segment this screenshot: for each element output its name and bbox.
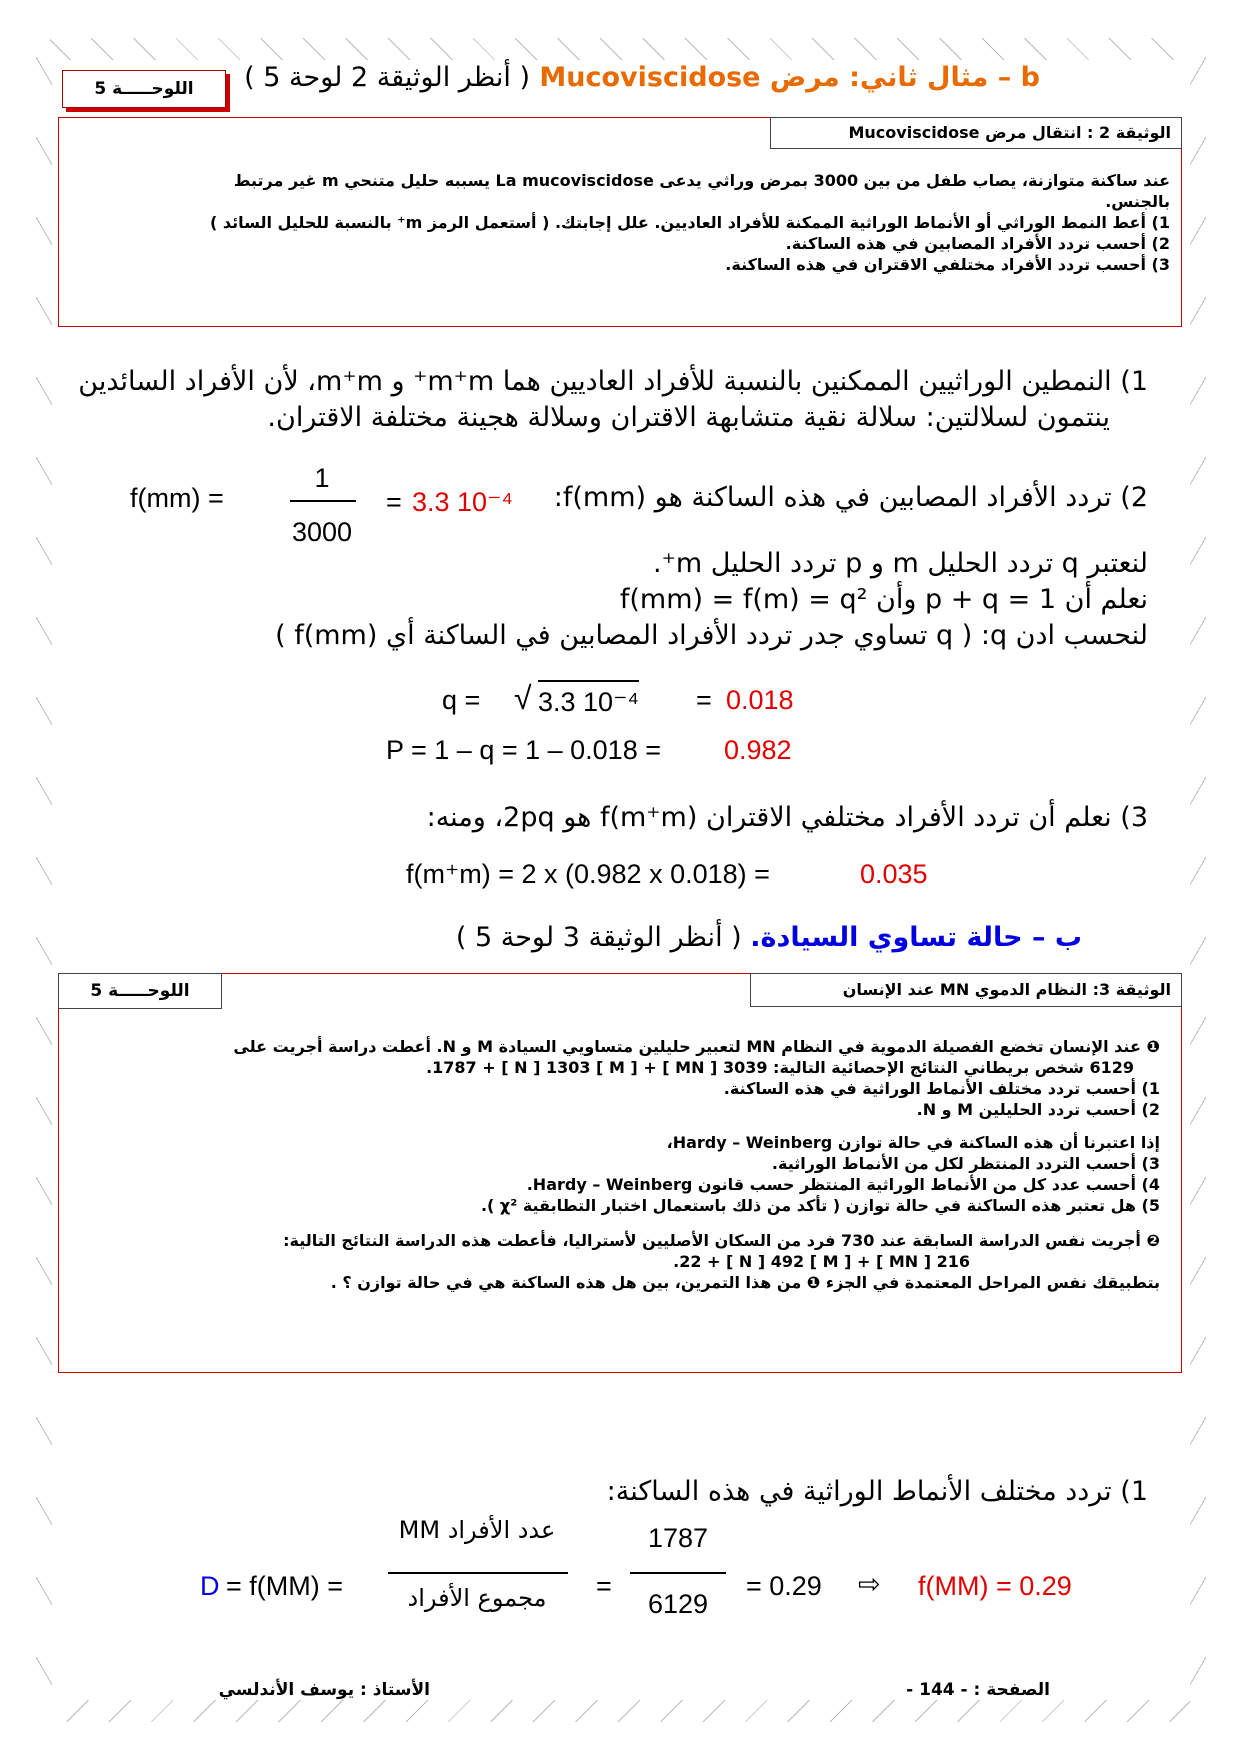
page-frame-left (36, 50, 52, 1710)
fmm-result: f(MM) = 0.29 (918, 1571, 1072, 1601)
section-b-heading: ب – حالة تساوي السيادة. (750, 922, 1082, 953)
numeric-denominator: 6129 (647, 1589, 709, 1619)
answer-2-line-5: لنحسب ادن q: ( q تساوي جدر تردد الأفراد المصابين في الساكنة أي f(mm) ) (275, 620, 1148, 651)
author: الأستاذ : يوسف الأندلسي (218, 1680, 430, 1700)
plate-label: اللوحـــــة 5 (62, 70, 226, 108)
dominance-label: D (200, 1571, 220, 1601)
sqrt-sign-icon: √ (514, 680, 532, 716)
section-title-text: b – مثال ثاني: مرض Mucoviscidose (539, 62, 1040, 93)
fraction-lhs: f(mm) = (130, 483, 224, 513)
count-fraction-numerator: عدد الأفراد MM (398, 1516, 556, 1544)
affected-frequency-result: 3.3 10⁻⁴ (412, 487, 513, 517)
answer-1-line-2: ينتمون لسلالتين: سلالة نقية متشابهة الاقتران وسلالة هجينة مختلفة الاقتران. (267, 402, 1110, 433)
document-2-text (90, 170, 1170, 275)
fraction-numerator: 1 (314, 463, 330, 493)
heterozygote-value: 0.035 (860, 859, 928, 889)
doc3-p2-line-1: ❷ أجريت نفس الدراسة السابقة عند 730 فرد من السكان الأصليين لأستراليا، فأعطت هذه الدراسة النتائج التالية: (283, 1231, 1160, 1250)
doc3-p1-line-1: ❶ عند الإنسان تخضع الفصيلة الدموية في النظام MN لتعبير حليلين متساويي السيادة M و N. أعطت دراسة أجريت على (233, 1037, 1160, 1056)
fmm-lhs: = f(MM) = (226, 1571, 344, 1601)
answer-2-text: 2) تردد الأفراد المصابين في هذه الساكنة هو f(mm): (553, 482, 1148, 513)
section-b-ref: ( أنظر الوثيقة 3 لوحة 5 ) (455, 922, 742, 953)
answer-1-line-1: 1) النمطين الوراثيين الممكنين بالنسبة للأفراد العاديين هما m⁺m⁺ و m⁺m، لأن الأفراد السائدين (78, 366, 1148, 397)
count-fraction-denominator: مجموع الأفراد (407, 1584, 547, 1612)
page-frame-bottom (50, 1700, 1190, 1722)
heterozygote-expression: f(m⁺m) = 2 x (0.982 x 0.018) = (406, 859, 770, 889)
q-value: 0.018 (726, 685, 794, 715)
p-expression: P = 1 – q = 1 – 0.018 = (386, 735, 661, 765)
page-frame-top (50, 38, 1190, 60)
page-frame-right (1190, 50, 1206, 1710)
doc2-question-1: 1) أعط النمط الوراثي أو الأنماط الوراثية الممكنة للأفراد العاديين. علل إجابتك. ( أستعمل الرمز m⁺ بالنسبة للحليل السائد ) (210, 213, 1170, 232)
section-title (244, 62, 1040, 102)
doc3-question-3: 3) أحسب التردد المنتظر لكل من الأنماط الوراثية. (771, 1154, 1160, 1173)
count-fraction-equals: = (596, 1571, 612, 1601)
doc3-question-2: 2) أحسب تردد الحليلين M و N. (916, 1100, 1160, 1119)
doc2-question-3: 3) أحسب تردد الأفراد مختلفي الاقتران في هذه الساكنة. (725, 255, 1170, 274)
numeric-fraction-bar (630, 1572, 726, 1574)
doc3-question-5: 5) هل تعتبر هذه الساكنة في حالة توازن ( تأكد من ذلك باستعمال اختبار التطابقية χ² ). (480, 1196, 1160, 1215)
page-number: الصفحة : - 144 - (906, 1680, 1050, 1700)
numeric-result: = 0.29 (746, 1571, 822, 1601)
doc2-intro-2: بالجنس. (1105, 192, 1170, 211)
q-equals: = (696, 685, 712, 715)
doc2-intro-1: عند ساكنة متوازنة، يصاب طفل من بين 3000 بمرض وراثي يدعى La mucoviscidose يسببه حليل متنحي m غير مرتبط (233, 171, 1170, 190)
doc3-question-4: 4) أحسب عدد كل من الأنماط الوراثية المنتظر حسب قانون Hardy – Weinberg. (526, 1175, 1160, 1194)
doc3-p2-line-2: 216 [ MN ] + [ M ] 22 + [ N ] 492. (673, 1252, 970, 1271)
doc3-question-1: 1) أحسب تردد مختلف الأنماط الوراثية في هذه الساكنة. (723, 1079, 1160, 1098)
implies-arrow-icon: ⇨ (858, 1569, 881, 1599)
bullet-2-icon: ❷ (1140, 1231, 1160, 1250)
answer-b-line-1: 1) تردد مختلف الأنماط الوراثية في هذه الساكنة: (606, 1476, 1148, 1507)
count-fraction-bar (388, 1572, 568, 1574)
document-3-title: الوثيقة 3: النظام الدموي MN عند الإنسان (750, 973, 1182, 1007)
doc3-p2-line-3: بتطبيقك نفس المراحل المعتمدة في الجزء ❶ من هذا التمرين، بين هل هذه الساكنة هي في حالة توازن ؟ . (330, 1273, 1160, 1292)
doc3-hardy-weinberg-note: إذا اعتبرنا أن هذه الساكنة في حالة توازن Hardy – Weinberg، (666, 1133, 1160, 1152)
p-value: 0.982 (724, 735, 792, 765)
fraction-denominator: 3000 (291, 517, 353, 547)
q-radicand: 3.3 10⁻⁴ (538, 680, 639, 720)
answer-2-line-4: نعلم أن p + q = 1 وأن f(mm) = f(m) = q² (619, 584, 1148, 615)
fraction-equals: = (386, 487, 402, 517)
q-lhs: q = (442, 685, 481, 715)
fraction-bar (290, 500, 356, 502)
section-title-ref: ( أنظر الوثيقة 2 لوحة 5 ) (244, 62, 530, 93)
document-3-plate-label: اللوحـــــة 5 (58, 973, 222, 1009)
numeric-numerator: 1787 (647, 1523, 709, 1553)
doc2-question-2: 2) أحسب تردد الأفراد المصابين في هذه الساكنة. (785, 234, 1170, 253)
document-2-title: الوثيقة 2 : انتقال مرض Mucoviscidose (770, 117, 1182, 149)
section-b-title (440, 922, 1082, 953)
bullet-1-icon: ❶ (1140, 1037, 1160, 1056)
doc3-p1-line-2: 6129 شخص بريطاني النتائج الإحصائية التالية: 3039 [ MN ] + [ M ] 1787 + [ N ] 1303. (426, 1058, 1134, 1077)
answer-2-line-3: لنعتبر q تردد الحليل m و p تردد الحليل m⁺. (653, 548, 1148, 579)
answer-3-text: 3) نعلم أن تردد الأفراد مختلفي الاقتران f(m⁺m) هو 2pq، ومنه: (426, 802, 1148, 833)
document-3-part-1 (100, 1036, 1160, 1293)
